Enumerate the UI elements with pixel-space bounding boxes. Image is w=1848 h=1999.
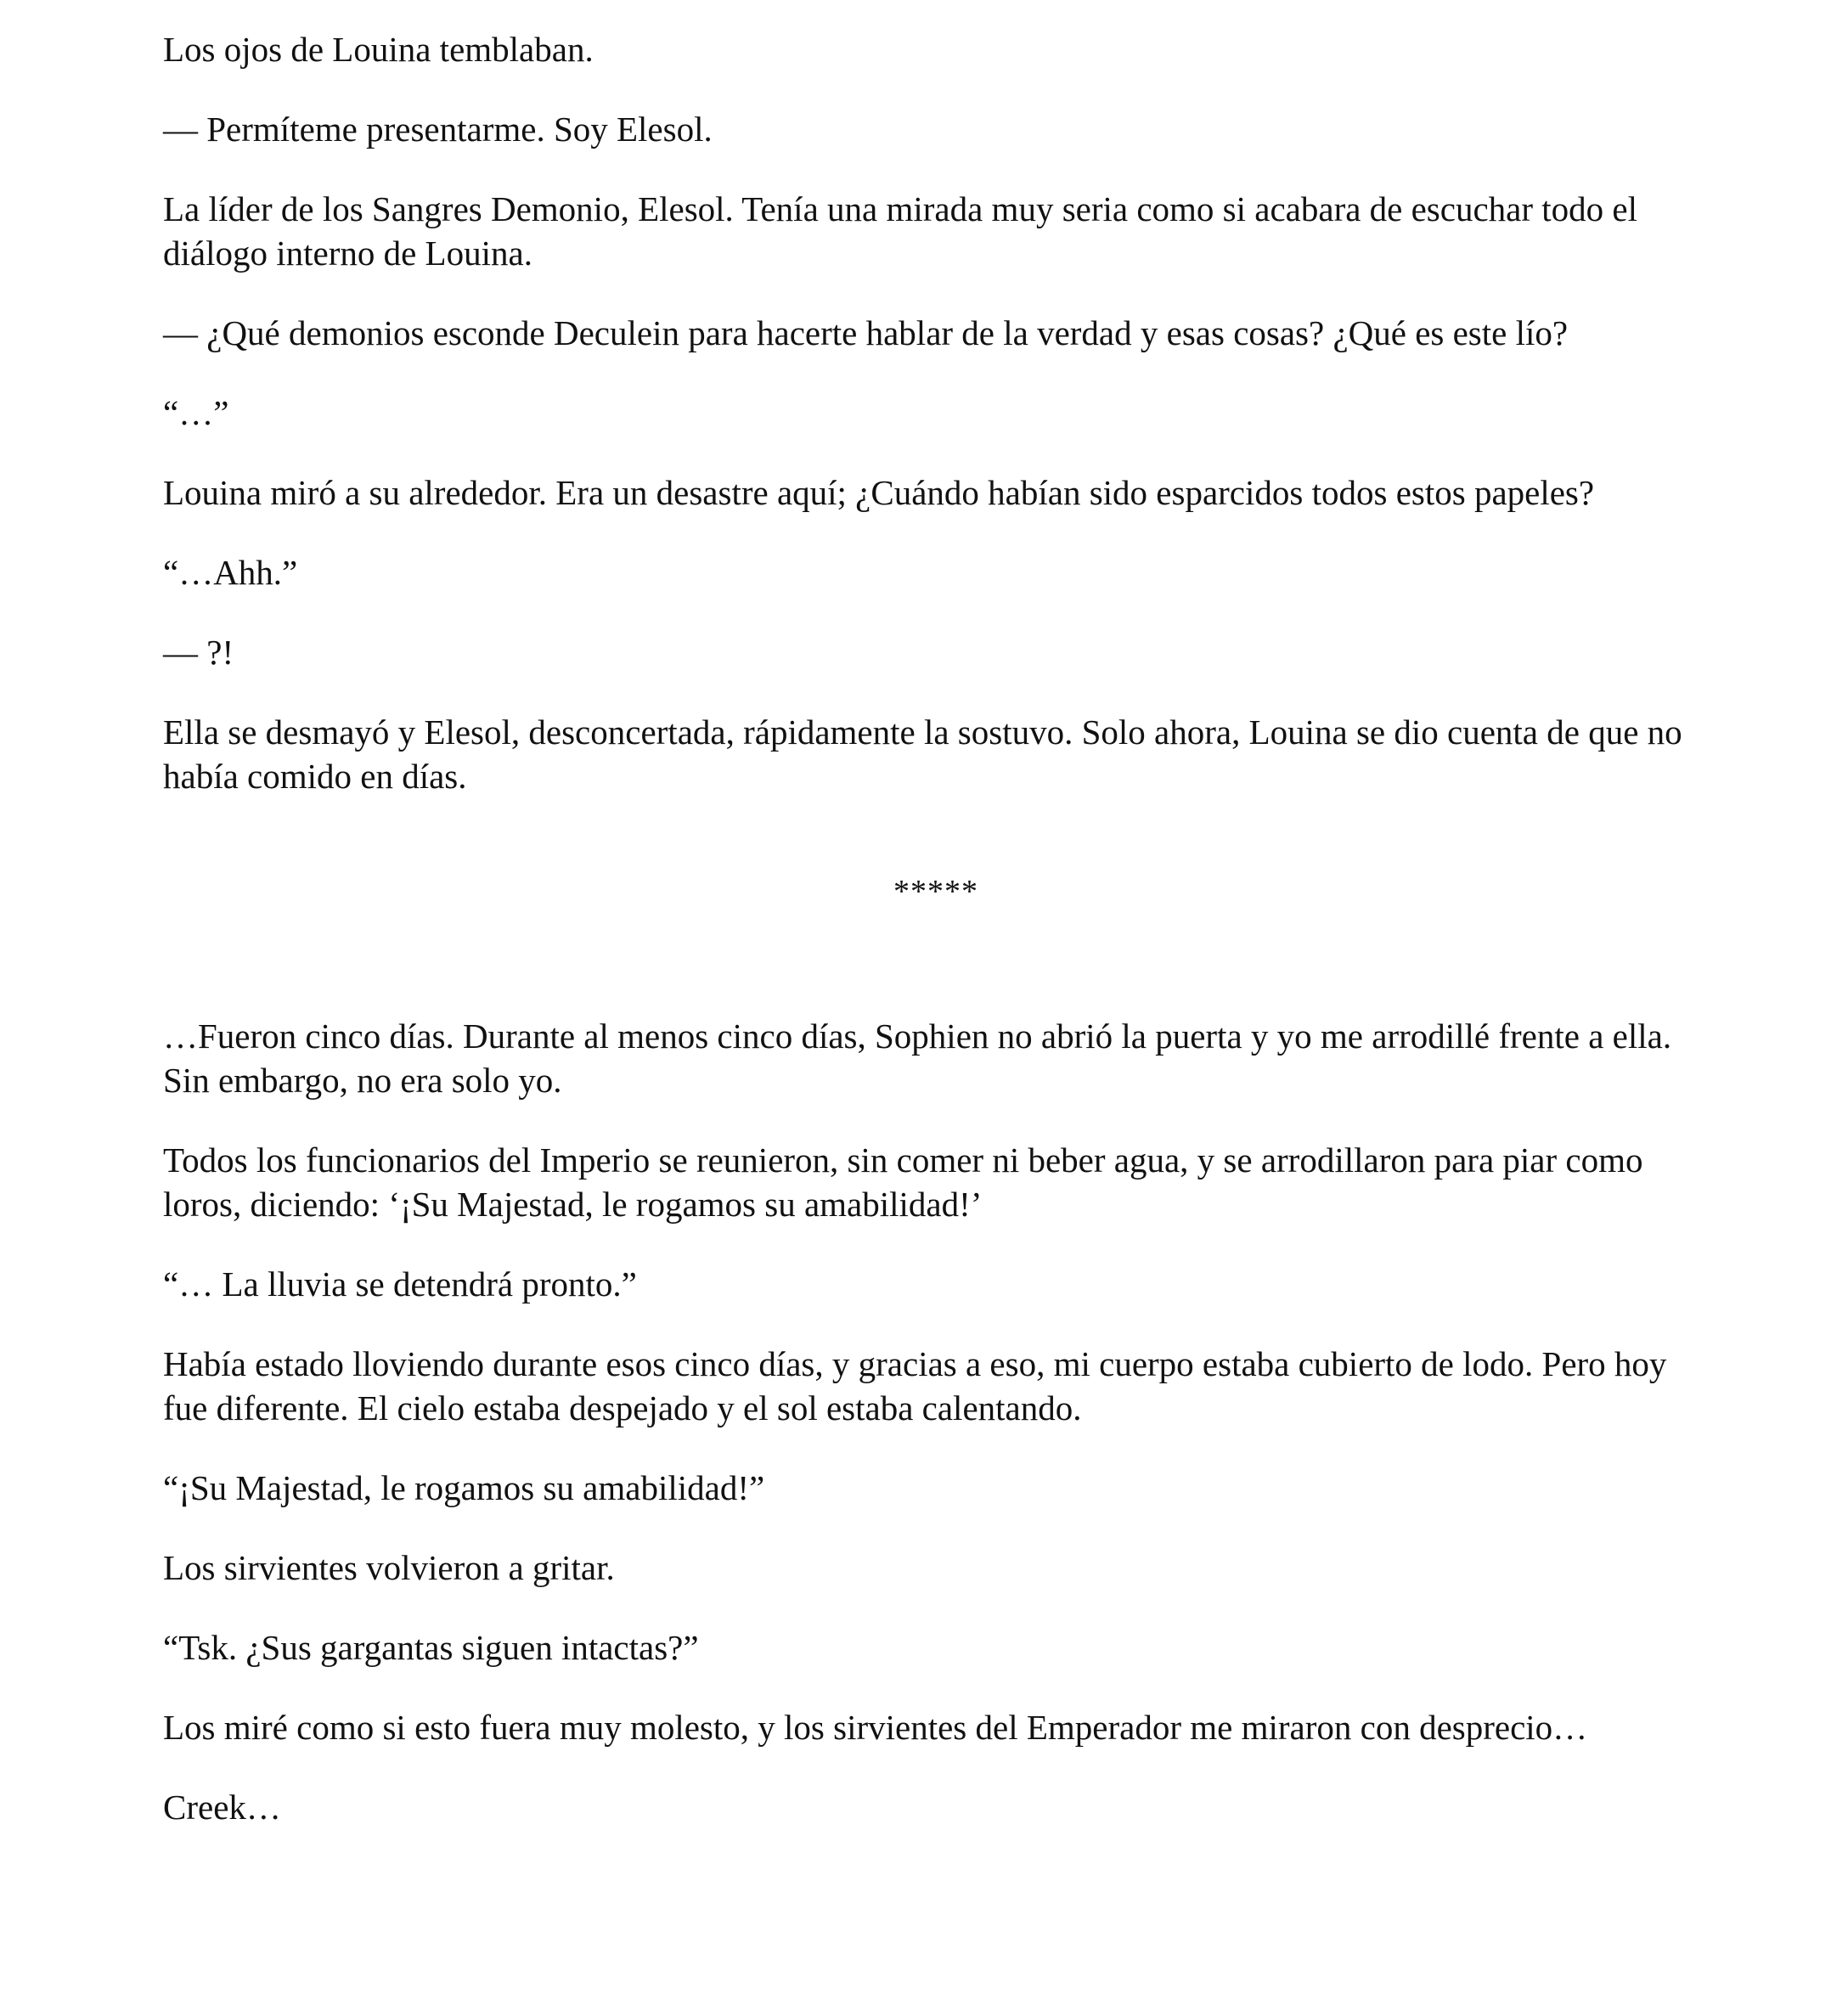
paragraph: “… La lluvia se detendrá pronto.” <box>163 1264 637 1304</box>
paragraph: La líder de los Sangres Demonio, Elesol. Tenía una mirada muy seria como si acabara de escuchar todo el diálogo interno de Louina. <box>163 189 1637 273</box>
paragraph: — ?! <box>163 633 234 672</box>
paragraph: — ¿Qué demonios esconde Deculein para hacerte hablar de la verdad y esas cosas? ¿Qué es este lío? <box>163 313 1569 352</box>
text-column <box>163 27 1709 1865</box>
paragraph: “Tsk. ¿Sus gargantas siguen intactas?” <box>163 1628 699 1667</box>
paragraph: …Fueron cinco días. Durante al menos cinco días, Sophien no abrió la puerta y yo me arrodillé frente a ella. Sin embargo, no era solo yo. <box>163 1016 1672 1100</box>
paragraph: Louina miró a su alrededor. Era un desastre aquí; ¿Cuándo habían sido esparcidos todos estos papeles? <box>163 473 1595 512</box>
paragraph: “¡Su Majestad, le rogamos su amabilidad!” <box>163 1468 765 1507</box>
paragraph: Los ojos de Louina temblaban. <box>163 30 594 69</box>
paragraph: “…” <box>163 393 229 432</box>
paragraph: — Permíteme presentarme. Soy Elesol. <box>163 110 713 149</box>
section-break: ***** <box>893 874 978 909</box>
paragraph: Ella se desmayó y Elesol, desconcertada, rápidamente la sostuvo. Solo ahora, Louina se dio cuenta de que no había comido en días. <box>163 712 1682 796</box>
paragraph: Creek… <box>163 1788 281 1827</box>
paragraph: Los sirvientes volvieron a gritar. <box>163 1548 615 1587</box>
paragraph: Los miré como si esto fuera muy molesto, y los sirvientes del Emperador me miraron con desprecio… <box>163 1708 1588 1747</box>
paragraph: Había estado lloviendo durante esos cinco días, y gracias a eso, mi cuerpo estaba cubierto de lodo. Pero hoy fue diferente. El cielo estaba despejado y el sol estaba calentando. <box>163 1344 1667 1427</box>
paragraph: “…Ahh.” <box>163 553 298 592</box>
paragraph: Todos los funcionarios del Imperio se reunieron, sin comer ni beber agua, y se arrodillaron para piar como loros, diciendo: ‘¡Su Majestad, le rogamos su amabilidad!’ <box>163 1140 1643 1224</box>
